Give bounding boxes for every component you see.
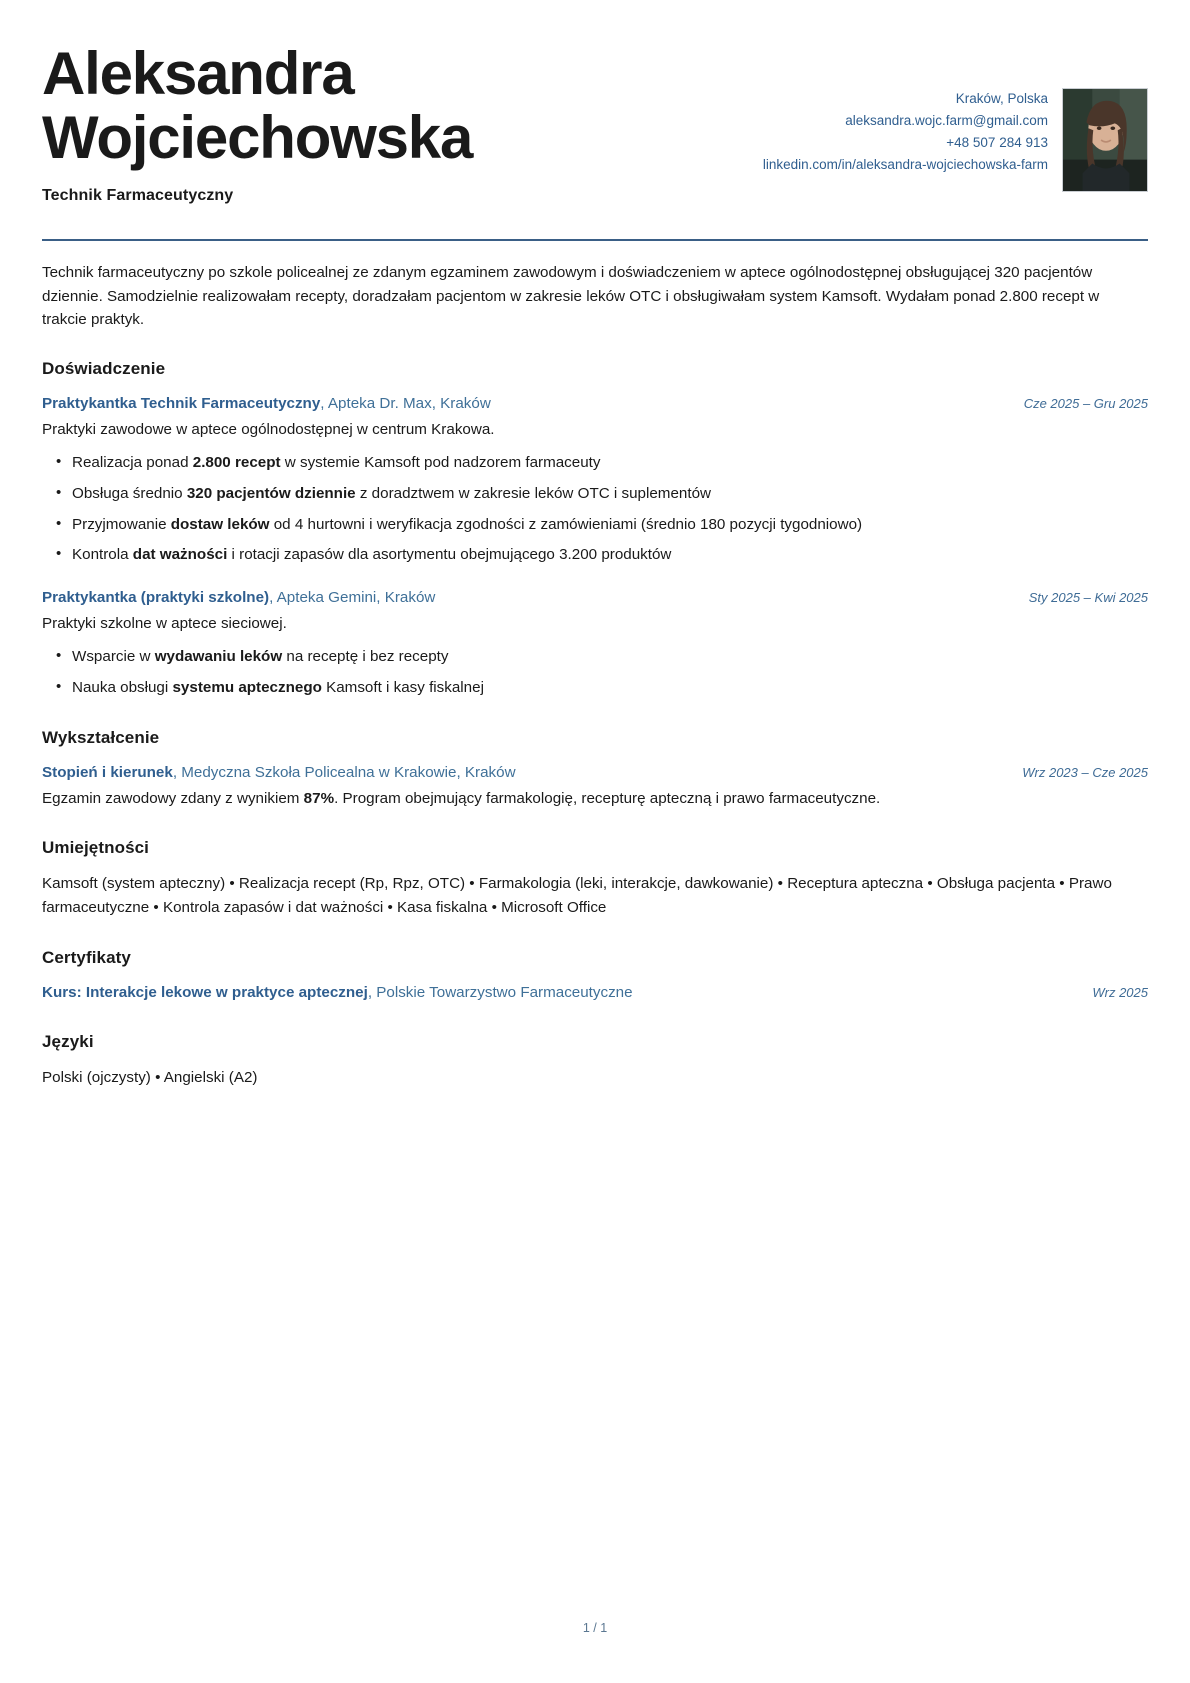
bullet-bold: dat ważności xyxy=(132,546,228,564)
entry-bullet-list xyxy=(42,646,1148,700)
header-contact-area xyxy=(763,42,1148,192)
bullet-pre: Wsparcie w xyxy=(72,647,155,665)
bullet-bold: systemu aptecznego xyxy=(172,678,322,696)
section-education xyxy=(42,728,1148,811)
desc-bold: 87% xyxy=(303,789,335,807)
section-skills xyxy=(42,838,1148,919)
list-item xyxy=(72,677,1148,700)
entry-dates: Wrz 2025 xyxy=(1092,984,1148,1000)
bullet-post: z doradztwem w zakresie leków OTC i suplementów xyxy=(355,484,711,502)
page-title: Aleksandra Wojciechowska xyxy=(42,40,473,172)
entry-header xyxy=(42,587,1148,609)
bullet-pre: Kontrola xyxy=(72,546,133,564)
desc-post: . Program obejmujący farmakologię, recepturę apteczną i prawo farmaceutyczne. xyxy=(334,789,881,807)
entry-description: Praktyki szkolne w aptece sieciowej. xyxy=(42,615,287,633)
bullet-pre: Obsługa średnio xyxy=(72,484,187,502)
entry-description xyxy=(42,788,1148,811)
entry-institution: , Medyczna Szkoła Policealna w Krakowie, Kraków xyxy=(172,763,516,781)
bullet-pre: Nauka obsługi xyxy=(72,678,173,696)
entry-header xyxy=(42,982,1148,1004)
section-title-experience: Doświadczenie xyxy=(42,359,166,379)
experience-entry xyxy=(42,587,1148,699)
bullet-pre: Realizacja ponad xyxy=(72,453,193,471)
bullet-pre: Przyjmowanie xyxy=(72,515,171,533)
page-indicator: 1 / 1 xyxy=(582,1621,608,1635)
entry-dates: Wrz 2023 – Cze 2025 xyxy=(1022,764,1148,780)
section-experience xyxy=(42,359,1148,699)
contact-linkedin[interactable]: linkedin.com/in/aleksandra-wojciechowska-farm xyxy=(762,157,1048,172)
languages-list: Polski (ojczysty) • Angielski (A2) xyxy=(42,1068,258,1086)
entry-role: Praktykantka Technik Farmaceutyczny xyxy=(42,395,321,413)
contact-phone[interactable]: +48 507 284 913 xyxy=(946,135,1048,150)
bullet-post: i rotacji zapasów dla asortymentu obejmującego 3.200 produktów xyxy=(227,546,672,564)
section-title-languages: Języki xyxy=(42,1031,94,1051)
list-item xyxy=(72,646,1148,669)
bullet-post: Kamsoft i kasy fiskalnej xyxy=(321,678,484,696)
entry-description: Praktyki zawodowe w aptece ogólnodostępnej w centrum Krakowa. xyxy=(42,421,495,439)
list-item xyxy=(72,544,1148,567)
entry-dates: Cze 2025 – Gru 2025 xyxy=(1023,396,1148,412)
section-languages xyxy=(42,1032,1148,1090)
entry-heading xyxy=(42,587,1011,609)
section-title-skills: Umiejętności xyxy=(42,838,150,858)
contact-location: Kraków, Polska xyxy=(955,91,1048,106)
list-item xyxy=(72,514,1148,537)
certificate-entry xyxy=(42,982,1148,1004)
avatar xyxy=(1062,88,1148,192)
entry-heading xyxy=(42,982,1074,1004)
certificate-name: Kurs: Interakcje lekowe w praktyce aptecznej xyxy=(42,983,368,1001)
contact-email[interactable]: aleksandra.wojc.farm@gmail.com xyxy=(845,113,1048,128)
entry-dates: Sty 2025 – Kwi 2025 xyxy=(1028,590,1148,606)
section-title-education: Wykształcenie xyxy=(42,727,160,747)
list-item xyxy=(72,452,1148,475)
education-entry xyxy=(42,762,1148,811)
bullet-post: od 4 hurtowni i weryfikacja zgodności z zamówieniami (średnio 180 pozycji tygodniowo) xyxy=(269,515,863,533)
experience-entry xyxy=(42,393,1148,567)
entry-role: Praktykantka (praktyki szkolne) xyxy=(42,589,270,607)
certificate-issuer: , Polskie Towarzystwo Farmaceutyczne xyxy=(367,983,633,1001)
desc-pre: Egzamin zawodowy zdany z wynikiem xyxy=(42,789,304,807)
entry-organization: , Apteka Gemini, Kraków xyxy=(269,589,436,607)
entry-heading xyxy=(42,393,1006,415)
entry-bullet-list xyxy=(42,452,1148,567)
header-identity xyxy=(42,42,743,205)
list-item xyxy=(72,483,1148,506)
bullet-bold: dostaw leków xyxy=(170,515,270,533)
skills-list: Kamsoft (system apteczny) • Realizacja recept (Rp, Rpz, OTC) • Farmakologia (leki, interakcje, dawkowanie) • Receptura apteczna • Obsługa pacjenta • Prawo farmaceutyczne • Kontrola zapasów i dat ważności • Kasa fiskalna • Microsoft Office xyxy=(42,875,1112,916)
bullet-bold: 2.800 recept xyxy=(192,453,281,471)
bullet-bold: wydawaniu leków xyxy=(154,647,283,665)
entry-heading xyxy=(42,762,1004,784)
contact-block xyxy=(763,88,1048,176)
portrait-illustration xyxy=(1063,89,1147,191)
job-title: Technik Farmaceutyczny xyxy=(42,187,234,205)
section-certificates xyxy=(42,948,1148,1004)
section-title-certificates: Certyfikaty xyxy=(42,947,131,967)
entry-organization: , Apteka Dr. Max, Kraków xyxy=(320,395,491,413)
header-divider xyxy=(42,239,1148,241)
bullet-bold: 320 pacjentów dziennie xyxy=(186,484,356,502)
summary-text: Technik farmaceutyczny po szkole policealnej ze zdanym egzaminem zawodowym i doświadczeniem w aptece ogólnodostępnej obsługującej 320 pacjentów dziennie. Samodzielnie realizowałam recepty, doradzałam pacjentom w zakresie leków OTC i obsługiwałam system Kamsoft. Wydałam ponad 2.800 recept w trakcie praktyk. xyxy=(42,264,1100,328)
entry-header xyxy=(42,762,1148,784)
bullet-post: na receptę i bez recepty xyxy=(282,647,449,665)
entry-degree: Stopień i kierunek xyxy=(42,763,173,781)
bullet-post: w systemie Kamsoft pod nadzorem farmaceuty xyxy=(280,453,601,471)
resume-header xyxy=(42,42,1148,205)
entry-header xyxy=(42,393,1148,415)
